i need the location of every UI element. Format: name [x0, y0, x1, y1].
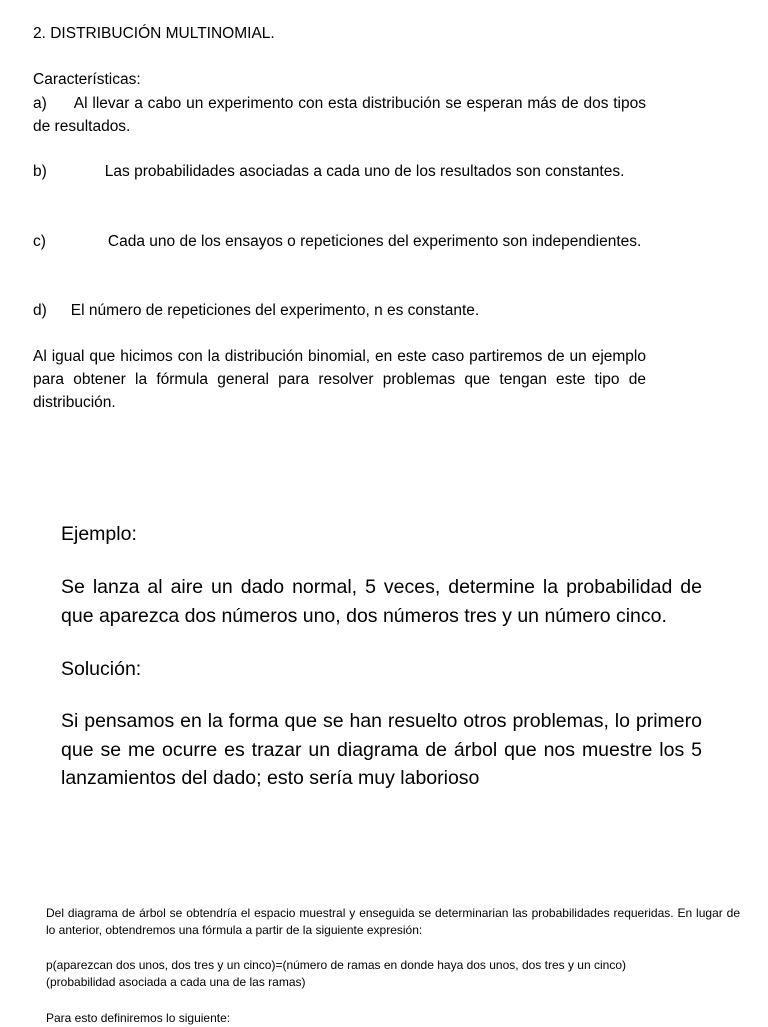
list-item-text: Las probabilidades asociadas a cada uno de los resultados son constantes. [104, 163, 625, 180]
intro-paragraph: Al igual que hicimos con la distribución binomial, en este caso partiremos de un ejemplo para obtener la fórmula general para resolver problemas que tengan este tipo de distribución. [33, 348, 646, 411]
formula-line-2: (probabilidad asociada a cada una de las ramas) [46, 975, 306, 989]
list-marker: a) [33, 95, 47, 112]
list-marker: d) [33, 302, 47, 319]
arbol-paragraph: Del diagrama de árbol se obtendría el espacio muestral y enseguida se determinarian las probabilidades requeridas. En lugar de lo anterior, obtendremos una fórmula a partir de la siguiente expresión: [46, 906, 740, 937]
ejemplo-label: Ejemplo: [61, 523, 137, 545]
list-item-a [33, 92, 646, 138]
formula-line-1: p(aparezcan dos unos, dos tres y un cinco)=(número de ramas en donde haya dos unos, dos tres y un cinco) [46, 958, 626, 972]
list-marker: b) [33, 163, 47, 180]
solucion-label: Solución: [61, 658, 142, 680]
section-heading: 2. DISTRIBUCIÓN MULTINOMIAL. [33, 25, 275, 42]
para-esto-line: Para esto definiremos lo siguiente: [46, 1011, 231, 1025]
ejemplo-text: Se lanza al aire un dado normal, 5 veces, determine la probabilidad de que aparezca dos números uno, dos números tres y un número cinco. [61, 576, 702, 627]
list-item-c [33, 230, 646, 253]
list-item-text: Cada uno de los ensayos o repeticiones del experimento son independientes. [107, 233, 642, 250]
list-marker: c) [33, 233, 46, 250]
solucion-text: Si pensamos en la forma que se han resuelto otros problemas, lo primero que se me ocurre es trazar un diagrama de árbol que nos muestre los 5 lanzamientos del dado; esto sería muy laborioso [61, 710, 702, 789]
list-item-text: El número de repeticiones del experimento, n es constante. [70, 302, 480, 319]
list-item-b [33, 160, 646, 183]
list-item-d [33, 299, 646, 322]
list-item-text: Al llevar a cabo un experimento con esta distribución se esperan más de dos tipos de resultados. [33, 95, 646, 135]
caracteristicas-label: Características: [33, 71, 141, 88]
